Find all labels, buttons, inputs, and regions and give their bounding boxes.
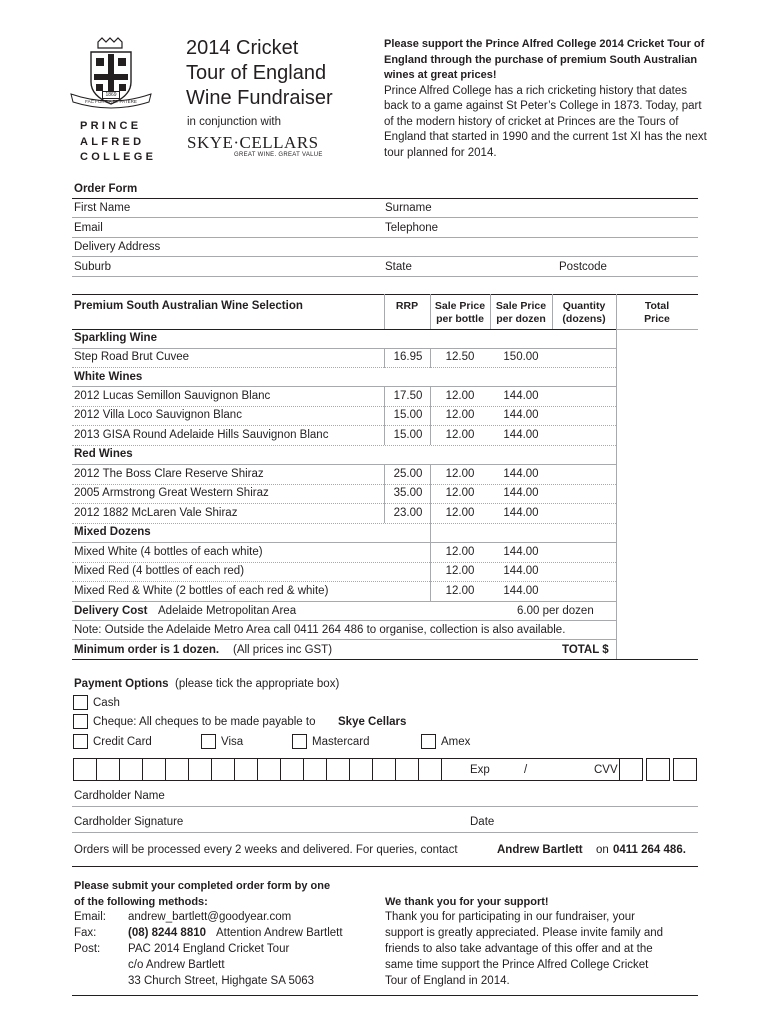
cheque-payee: Skye Cellars: [338, 716, 407, 728]
delivery-area: Adelaide Metropolitan Area: [158, 605, 297, 617]
amex-checkbox[interactable]: [421, 734, 436, 749]
section-red: Red Wines: [74, 448, 133, 460]
wine-rrp: 25.00: [393, 468, 423, 480]
postcode-field[interactable]: Postcode: [559, 261, 607, 273]
card-digit-box[interactable]: [326, 758, 350, 781]
contact-on: on: [596, 844, 609, 856]
school-name-line: ALFRED: [80, 135, 145, 148]
email-field[interactable]: Email: [74, 222, 103, 234]
wine-dozen-price: 144.00: [503, 487, 539, 499]
thanks-line: Tour of England in 2014.: [385, 975, 510, 987]
card-digit-box[interactable]: [257, 758, 281, 781]
card-digit-box[interactable]: [418, 758, 442, 781]
first-name-field[interactable]: First Name: [74, 202, 131, 214]
wine-name: 2005 Armstrong Great Western Shiraz: [74, 487, 269, 499]
wine-name: 2012 Villa Loco Sauvignon Blanc: [74, 409, 242, 421]
thanks-line: support is greatly appreciated. Please invite family and: [385, 927, 664, 939]
wine-rrp: 15.00: [393, 409, 423, 421]
submission-heading: [74, 878, 330, 910]
wine-bottle-price: 12.00: [445, 487, 475, 499]
exp-label: Exp: [470, 764, 490, 776]
state-field[interactable]: State: [385, 261, 412, 273]
exp-separator: /: [524, 764, 528, 776]
wine-name: Step Road Brut Cuvee: [74, 351, 190, 363]
cardholder-signature-label[interactable]: Cardholder Signature: [74, 816, 184, 828]
intro-body: Prince Alfred College has a rich cricketing history that dates back to a game against St Peter’s College in 1873. Today, part of the modern history of cricket at Princes are the Tours of England that started in 1990 and the current 1st XI has the next tour planned for 2014.: [384, 84, 707, 159]
wine-dozen-price: 144.00: [503, 546, 539, 558]
col-sale-dozen-line: per dozen: [496, 313, 546, 325]
submission-heading-line: Please submit your completed order form by one: [74, 880, 331, 892]
post-address-line: 33 Church Street, Highgate SA 5063: [128, 975, 315, 987]
delivery-price: 6.00 per dozen: [517, 605, 594, 617]
card-digit-box[interactable]: [188, 758, 212, 781]
credit-card-checkbox[interactable]: [73, 734, 88, 749]
wine-bottle-price: 12.00: [445, 585, 475, 597]
school-name-line: PRINCE: [80, 120, 142, 132]
intro-bold: Please support the Prince Alfred College 2014 Cricket Tour of England through the purchase of premium South Australian wines at great prices!: [384, 38, 705, 81]
wine-bottle-price: 12.00: [445, 390, 475, 402]
title-line: 2014 Cricket: [186, 37, 299, 59]
wine-dozen-price: 144.00: [503, 429, 539, 441]
wine-dozen-price: 144.00: [503, 585, 539, 597]
wine-rrp: 15.00: [393, 429, 423, 441]
wine-bottle-price: 12.00: [445, 409, 475, 421]
thanks-line: friends to also take advantage of this offer and at the: [385, 943, 653, 955]
card-digit-box[interactable]: [372, 758, 396, 781]
email-method-value[interactable]: andrew_bartlett@goodyear.com: [128, 911, 292, 923]
partner-tagline: GREAT WINE. GREAT VALUE: [234, 152, 323, 158]
suburb-field[interactable]: Suburb: [74, 261, 112, 273]
cash-checkbox[interactable]: [73, 695, 88, 710]
date-label[interactable]: Date: [470, 816, 495, 828]
processing-text: Orders will be processed every 2 weeks and delivered. For queries, contact: [74, 844, 458, 856]
visa-label: Visa: [221, 736, 244, 748]
wine-rrp: 35.00: [393, 487, 423, 499]
wine-dozen-price: 144.00: [503, 468, 539, 480]
col-sale-bottle: [430, 300, 490, 326]
delivery-address-field[interactable]: Delivery Address: [74, 241, 161, 253]
col-quantity-line: (dozens): [562, 313, 606, 325]
school-name-line: COLLEGE: [80, 151, 157, 163]
wine-bottle-price: 12.50: [445, 351, 475, 363]
contact-name: Andrew Bartlett: [497, 844, 583, 856]
card-digit-box[interactable]: [165, 758, 189, 781]
page-title: [186, 36, 333, 111]
cheque-label: Cheque: All cheques to be made payable to: [93, 716, 316, 728]
cheque-checkbox[interactable]: [73, 714, 88, 729]
contact-phone: 0411 264 486.: [613, 844, 686, 856]
wine-rrp: 17.50: [393, 390, 423, 402]
email-method-label: Email:: [74, 911, 106, 923]
fax-number: (08) 8244 8810: [128, 927, 207, 939]
col-rrp: RRP: [395, 300, 419, 312]
card-digit-box[interactable]: [234, 758, 258, 781]
surname-field[interactable]: Surname: [385, 202, 432, 214]
section-mixed: Mixed Dozens: [74, 526, 151, 538]
wine-rrp: 23.00: [393, 507, 423, 519]
cvv-label: CVV: [594, 764, 618, 776]
card-digit-box[interactable]: [73, 758, 97, 781]
cash-label: Cash: [93, 697, 120, 709]
school-crest: [68, 36, 154, 116]
thanks-heading: We thank you for your support!: [385, 896, 549, 908]
wine-bottle-price: 12.00: [445, 546, 475, 558]
card-digit-box[interactable]: [349, 758, 373, 781]
school-name: [80, 119, 156, 166]
wine-name: 2012 The Boss Clare Reserve Shiraz: [74, 468, 264, 480]
payment-heading-note: (please tick the appropriate box): [175, 678, 340, 690]
post-address-line: PAC 2014 England Cricket Tour: [128, 943, 290, 955]
cardholder-name-label[interactable]: Cardholder Name: [74, 790, 165, 802]
wine-name: Mixed White (4 bottles of each white): [74, 546, 263, 558]
post-address-line: c/o Andrew Bartlett: [128, 959, 225, 971]
total-label: TOTAL $: [562, 644, 609, 656]
post-method-label: Post:: [74, 943, 101, 955]
mastercard-checkbox[interactable]: [292, 734, 307, 749]
conjunction-text: in conjunction with: [187, 116, 281, 128]
crest-icon: [68, 36, 154, 116]
post-address: [128, 941, 314, 989]
wine-name: 2012 1882 McLaren Vale Shiraz: [74, 507, 238, 519]
delivery-note: Note: Outside the Adelaide Metro Area call 0411 264 486 to organise, collection is also available.: [74, 624, 566, 636]
cvv-digit-box[interactable]: [646, 758, 670, 781]
fax-method-label: Fax:: [74, 927, 97, 939]
crest-motto: FAC FORTIA ET PATERE: [85, 99, 137, 104]
cvv-digit-box[interactable]: [673, 758, 697, 781]
card-digit-box[interactable]: [303, 758, 327, 781]
wine-name: Mixed Red & White (2 bottles of each red & white): [74, 585, 329, 597]
visa-checkbox[interactable]: [201, 734, 216, 749]
partner-logo: SKYE·CELLARS: [187, 133, 319, 152]
thanks-line: same time support the Prince Alfred College Cricket: [385, 959, 649, 971]
wine-dozen-price: 144.00: [503, 390, 539, 402]
wine-dozen-price: 144.00: [503, 409, 539, 421]
delivery-label: Delivery Cost: [74, 605, 148, 617]
thanks-line: Thank you for participating in our fundraiser, your: [385, 911, 635, 923]
order-form-heading: Order Form: [74, 183, 138, 195]
mastercard-label: Mastercard: [312, 736, 370, 748]
section-white: White Wines: [74, 371, 143, 383]
wine-name: 2013 GISA Round Adelaide Hills Sauvignon Blanc: [74, 429, 329, 441]
wine-dozen-price: 150.00: [503, 351, 539, 363]
minimum-rest: (All prices inc GST): [233, 644, 333, 656]
wine-rrp: 16.95: [393, 351, 423, 363]
col-total-line: Total: [644, 300, 670, 312]
crest-year: 1869: [102, 91, 120, 99]
card-digit-box[interactable]: [142, 758, 166, 781]
thanks-body: [385, 909, 663, 989]
col-sale-bottle-line: Sale Price: [434, 300, 486, 312]
card-digit-box[interactable]: [280, 758, 304, 781]
col-sale-bottle-line: per bottle: [436, 313, 484, 325]
payment-heading: Payment Options: [74, 678, 169, 690]
title-line: Tour of England: [186, 62, 327, 84]
section-sparkling: Sparkling Wine: [74, 332, 157, 344]
col-quantity: [552, 300, 616, 326]
card-digit-box[interactable]: [96, 758, 120, 781]
telephone-field[interactable]: Telephone: [385, 222, 439, 234]
submission-heading-line: of the following methods:: [74, 896, 208, 908]
col-total: [616, 300, 698, 326]
wine-dozen-price: 144.00: [503, 507, 539, 519]
amex-label: Amex: [441, 736, 471, 748]
card-digit-box[interactable]: [119, 758, 143, 781]
wine-name: Mixed Red (4 bottles of each red): [74, 565, 245, 577]
wine-dozen-price: 144.00: [503, 565, 539, 577]
col-sale-dozen-line: Sale Price: [495, 300, 547, 312]
col-total-line: Price: [644, 313, 670, 325]
wine-table-heading: Premium South Australian Wine Selection: [74, 300, 303, 312]
wine-bottle-price: 12.00: [445, 429, 475, 441]
title-line: Wine Fundraiser: [186, 87, 333, 109]
col-quantity-line: Quantity: [562, 300, 606, 312]
minimum-bold: Minimum order is 1 dozen.: [74, 644, 220, 656]
wine-bottle-price: 12.00: [445, 565, 475, 577]
cvv-digit-box[interactable]: [619, 758, 643, 781]
wine-name: 2012 Lucas Semillon Sauvignon Blanc: [74, 390, 271, 402]
wine-bottle-price: 12.00: [445, 468, 475, 480]
col-sale-dozen: [490, 300, 552, 326]
credit-card-label: Credit Card: [93, 736, 152, 748]
fax-attention: Attention Andrew Bartlett: [216, 927, 343, 939]
card-digit-box[interactable]: [395, 758, 419, 781]
wine-bottle-price: 12.00: [445, 507, 475, 519]
intro-text: [384, 37, 714, 161]
card-digit-box[interactable]: [211, 758, 235, 781]
